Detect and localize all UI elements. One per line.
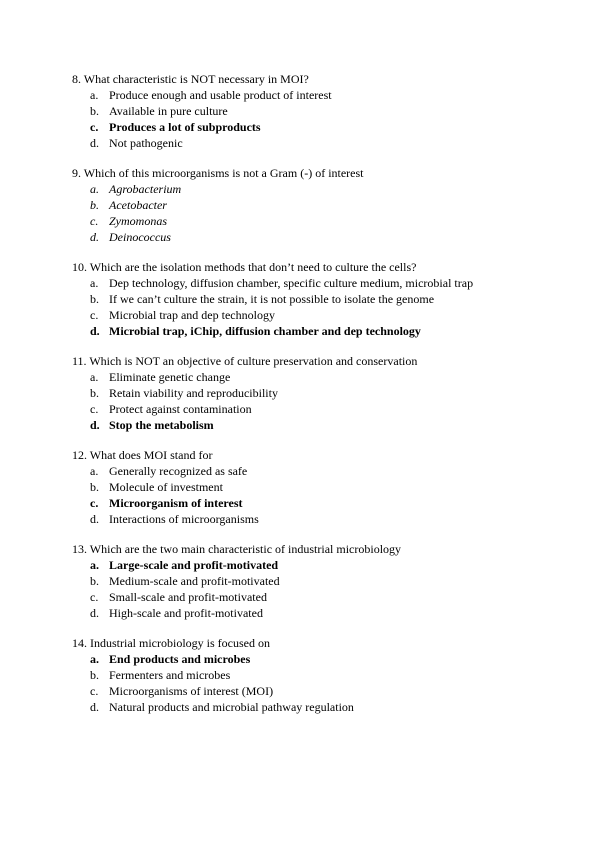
question-prompt: Which are the isolation methods that don’t need to culture the cells? — [89, 260, 417, 274]
option-letter: a. — [90, 276, 99, 290]
question-12 — [72, 447, 572, 527]
question-number: 10. — [72, 260, 87, 274]
question-number: 12. — [72, 448, 87, 462]
question-list — [72, 71, 572, 729]
answer-option — [72, 213, 572, 229]
answer-option — [72, 479, 572, 495]
option-letter: c. — [90, 214, 99, 228]
option-letter: b. — [90, 574, 99, 588]
option-letter: c. — [90, 496, 99, 510]
question-prompt: Which are the two main characteristic of industrial microbiology — [89, 542, 402, 556]
option-letter: b. — [90, 386, 99, 400]
option-letter: a. — [90, 464, 99, 478]
option-letter: c. — [90, 402, 99, 416]
question-9 — [72, 165, 572, 245]
option-text: Acetobacter — [109, 198, 167, 212]
option-text: Eliminate genetic change — [109, 370, 231, 384]
question-prompt: Which of this microorganisms is not a Gram (-) of interest — [83, 166, 364, 180]
option-letter: d. — [90, 136, 99, 150]
option-letter: a. — [90, 370, 99, 384]
answer-option — [72, 291, 572, 307]
answer-options — [72, 181, 572, 245]
answer-option — [72, 699, 572, 715]
question-number: 9. — [72, 166, 81, 180]
question-prompt: What does MOI stand for — [89, 448, 213, 462]
option-letter: d. — [90, 700, 99, 714]
option-text: Microorganisms of interest (MOI) — [109, 684, 274, 698]
question-number: 14. — [72, 636, 87, 650]
answer-option — [72, 385, 572, 401]
answer-option — [72, 605, 572, 621]
option-text: Molecule of investment — [109, 480, 223, 494]
option-text: Retain viability and reproducibility — [109, 386, 278, 400]
answer-option — [72, 275, 572, 291]
option-text: Natural products and microbial pathway regulation — [109, 700, 354, 714]
option-letter: c. — [90, 308, 99, 322]
option-text: Produces a lot of subproducts — [109, 120, 261, 134]
option-text: If we can’t culture the strain, it is not possible to isolate the genome — [109, 292, 435, 306]
option-letter: c. — [90, 590, 99, 604]
answer-option — [72, 667, 572, 683]
question-prompt: Which is NOT an objective of culture preservation and conservation — [89, 354, 418, 368]
answer-options — [72, 87, 572, 151]
answer-options — [72, 651, 572, 715]
question-8 — [72, 71, 572, 151]
question-number: 13. — [72, 542, 87, 556]
option-text: Generally recognized as safe — [109, 464, 248, 478]
question-text — [72, 635, 572, 651]
option-letter: d. — [90, 512, 99, 526]
question-14 — [72, 635, 572, 715]
option-letter: a. — [90, 182, 99, 196]
option-text: Agrobacterium — [109, 182, 182, 196]
answer-option — [72, 197, 572, 213]
question-text — [72, 259, 572, 275]
option-letter: d. — [90, 418, 100, 432]
answer-option — [72, 511, 572, 527]
option-letter: d. — [90, 324, 100, 338]
answer-option — [72, 463, 572, 479]
question-10 — [72, 259, 572, 339]
option-text: Deinococcus — [109, 230, 171, 244]
option-letter: b. — [90, 668, 99, 682]
option-text: Produce enough and usable product of interest — [109, 88, 332, 102]
option-letter: c. — [90, 120, 99, 134]
option-text: Microbial trap, iChip, diffusion chamber and dep technology — [109, 324, 421, 338]
option-text: End products and microbes — [109, 652, 251, 666]
question-text — [72, 541, 572, 557]
option-text: Large-scale and profit-motivated — [109, 558, 279, 572]
answer-option — [72, 323, 572, 339]
option-letter: a. — [90, 558, 99, 572]
answer-option — [72, 417, 572, 433]
option-letter: b. — [90, 198, 99, 212]
option-text: Dep technology, diffusion chamber, specific culture medium, microbial trap — [109, 276, 474, 290]
question-13 — [72, 541, 572, 621]
answer-option — [72, 119, 572, 135]
answer-option — [72, 651, 572, 667]
option-text: Not pathogenic — [109, 136, 183, 150]
option-text: Available in pure culture — [109, 104, 228, 118]
question-number: 11. — [72, 354, 87, 368]
question-11 — [72, 353, 572, 433]
answer-option — [72, 495, 572, 511]
option-text: Protect against contamination — [109, 402, 252, 416]
option-text: Microbial trap and dep technology — [109, 308, 275, 322]
answer-option — [72, 573, 572, 589]
answer-option — [72, 181, 572, 197]
option-letter: b. — [90, 292, 99, 306]
answer-option — [72, 401, 572, 417]
question-prompt: Industrial microbiology is focused on — [90, 636, 270, 650]
question-text — [72, 165, 572, 181]
answer-option — [72, 557, 572, 573]
answer-option — [72, 369, 572, 385]
answer-option — [72, 135, 572, 151]
question-number: 8. — [72, 72, 81, 86]
answer-options — [72, 463, 572, 527]
option-letter: a. — [90, 88, 99, 102]
question-text — [72, 353, 572, 369]
option-text: Microorganism of interest — [109, 496, 243, 510]
option-text: Small-scale and profit-motivated — [109, 590, 267, 604]
option-text: Stop the metabolism — [109, 418, 214, 432]
answer-option — [72, 229, 572, 245]
option-letter: c. — [90, 684, 99, 698]
option-letter: b. — [90, 480, 99, 494]
option-text: Medium-scale and profit-motivated — [109, 574, 280, 588]
answer-options — [72, 557, 572, 621]
answer-options — [72, 369, 572, 433]
option-text: Fermenters and microbes — [109, 668, 231, 682]
question-text — [72, 447, 572, 463]
option-letter: d. — [90, 230, 99, 244]
question-text — [72, 71, 572, 87]
answer-option — [72, 307, 572, 323]
option-text: Interactions of microorganisms — [109, 512, 259, 526]
option-letter: a. — [90, 652, 99, 666]
answer-option — [72, 683, 572, 699]
option-letter: b. — [90, 104, 99, 118]
question-prompt: What characteristic is NOT necessary in MOI? — [83, 72, 309, 86]
answer-option — [72, 87, 572, 103]
answer-options — [72, 275, 572, 339]
answer-option — [72, 103, 572, 119]
answer-option — [72, 589, 572, 605]
option-text: Zymomonas — [109, 214, 168, 228]
option-text: High-scale and profit-motivated — [109, 606, 263, 620]
option-letter: d. — [90, 606, 99, 620]
